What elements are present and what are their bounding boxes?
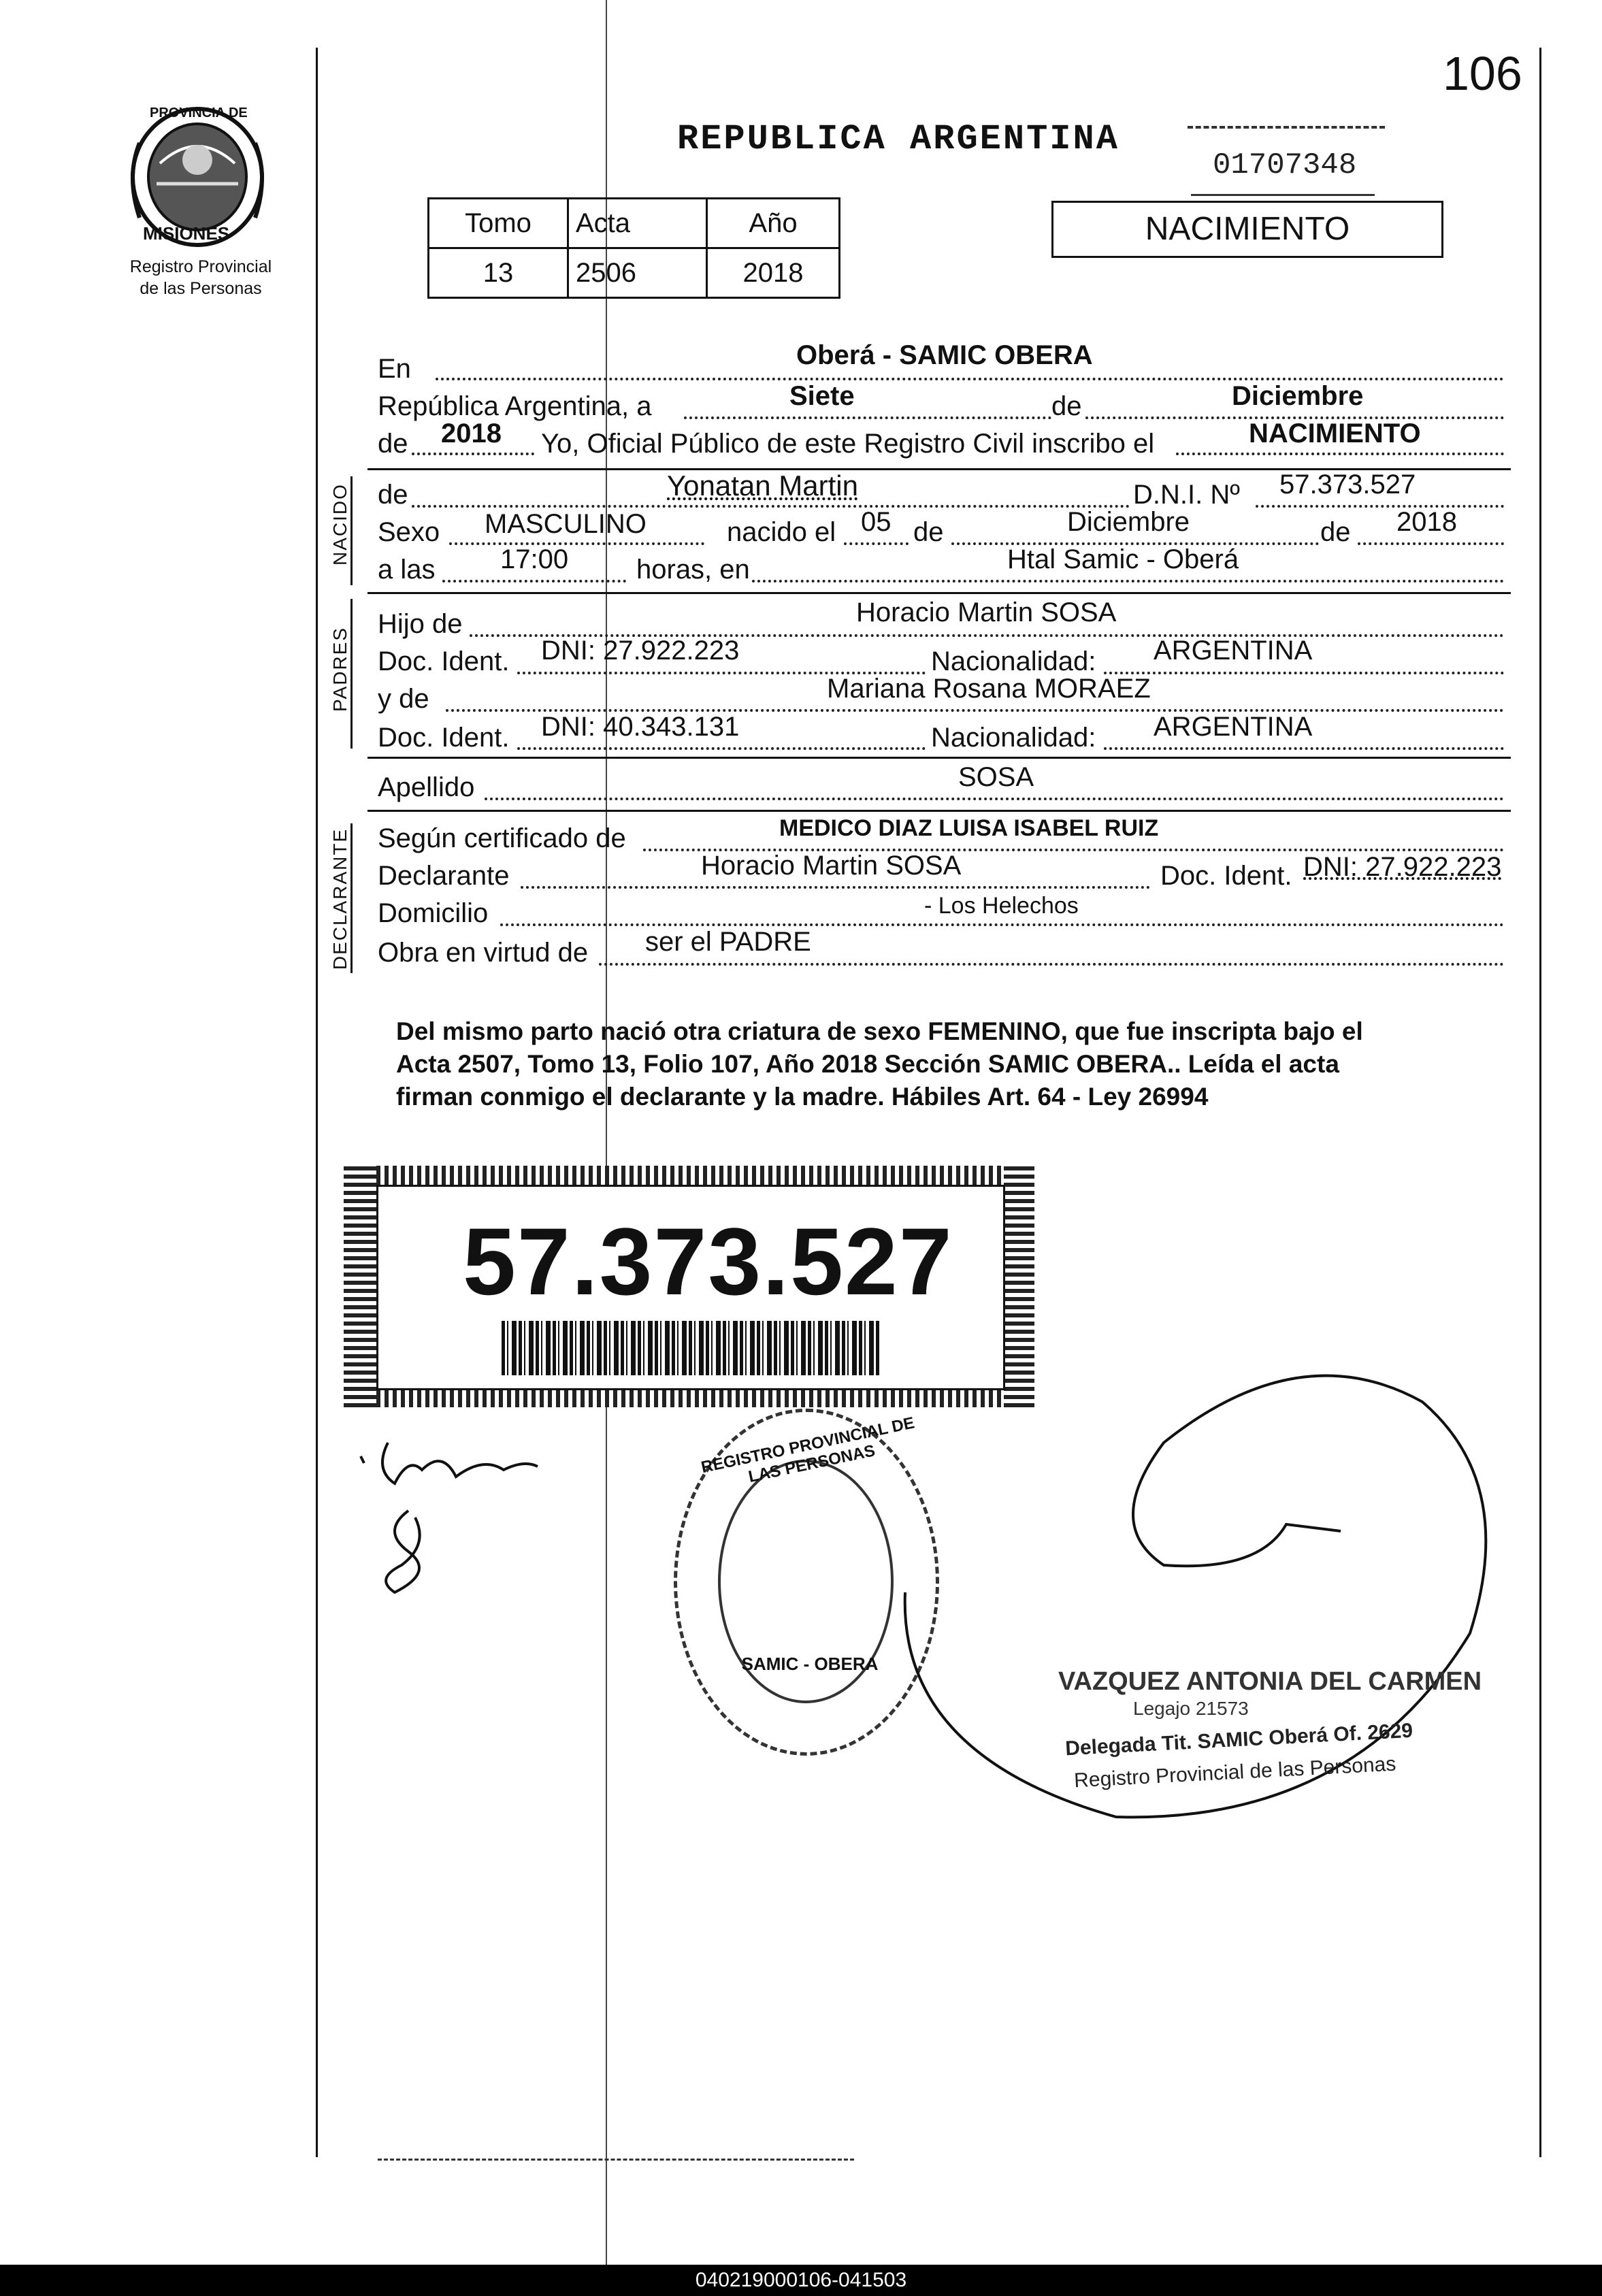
horas-label: horas, en: [636, 555, 750, 585]
year-de-label: de: [378, 429, 408, 459]
section-rule-3: [367, 757, 1511, 759]
birth-year: 2018: [1396, 507, 1457, 537]
official-office: Delegada Tit. SAMIC Oberá Of. 2629: [1064, 1719, 1413, 1760]
footer-code: 040219000106-041503: [695, 2269, 907, 2291]
month-value: Diciembre: [1232, 381, 1364, 411]
yde-label: y de: [378, 684, 429, 714]
father-name: Horacio Martin SOSA: [856, 597, 1117, 627]
inscribe-value: NACIMIENTO: [1249, 419, 1421, 448]
nacido-el-label: nacido el: [727, 517, 836, 547]
page-number: 106: [1443, 47, 1522, 100]
mother-nat-dots: [1104, 747, 1504, 750]
declarante-label: Declarante: [378, 861, 510, 891]
official-name: VAZQUEZ ANTONIA DEL CARMEN: [1058, 1667, 1482, 1696]
dni-dots: [1256, 505, 1504, 508]
certificado-value: MEDICO DIAZ LUISA ISABEL RUIZ: [779, 815, 1159, 841]
day-dots: [684, 416, 1051, 419]
value-tomo: 13: [429, 248, 568, 298]
father-nat-dots: [1104, 672, 1504, 674]
right-border: [1539, 48, 1541, 2157]
padres-section-label: PADRES: [329, 626, 350, 712]
domicilio-value: - Los Helechos: [924, 893, 1079, 919]
place-dots: [752, 580, 1504, 583]
left-border: [316, 48, 318, 2157]
obra-label: Obra en virtud de: [378, 938, 589, 968]
father-nat: ARGENTINA: [1154, 636, 1313, 666]
mother-doc-label: Doc. Ident.: [378, 723, 510, 753]
serial-number: 01707348: [1213, 148, 1357, 182]
birth-year-dots: [1358, 542, 1504, 545]
country-title: REPUBLICA ARGENTINA: [677, 119, 1119, 159]
mother-nat: ARGENTINA: [1154, 712, 1313, 742]
note-line-3: firman conmigo el declarante y la madre. Hábiles Art. 64 - Ley 26994: [396, 1083, 1209, 1111]
birth-place: Htal Samic - Oberá: [1007, 544, 1239, 574]
nacido-de-label: de: [378, 480, 408, 510]
day-value: Siete: [789, 381, 855, 411]
father-doc: DNI: 27.922.223: [541, 636, 740, 666]
official-registry: Registro Provincial de las Personas: [1073, 1752, 1397, 1792]
obra-value: ser el PADRE: [645, 927, 811, 957]
fold-line: [606, 0, 607, 2266]
value-ano: 2018: [707, 248, 840, 298]
birth-day: 05: [861, 507, 892, 537]
mother-name: Mariana Rosana MORAEZ: [827, 674, 1151, 704]
domicilio-dots: [500, 923, 1504, 926]
seal-text-top: REGISTRO PROVINCIAL DE LAS PERSONAS: [699, 1413, 917, 1487]
declarante-value: Horacio Martin SOSA: [701, 851, 962, 881]
note-line-1: Del mismo parto nació otra criatura de sexo FEMENINO, que fue inscripta bajo el: [396, 1017, 1363, 1045]
inscribe-dots: [1176, 453, 1504, 455]
header-ano: Año: [707, 199, 840, 248]
note-line-2: Acta 2507, Tomo 13, Folio 107, Año 2018 Sección SAMIC OBERA.. Leída el acta: [396, 1050, 1339, 1078]
section-rule-4: [367, 810, 1511, 812]
apellido-value: SOSA: [958, 762, 1034, 792]
value-acta: 2506: [568, 248, 707, 298]
declarante-doc-label: Doc. Ident.: [1160, 861, 1292, 891]
registry-name-line1: Registro Provincial: [129, 257, 272, 276]
oficial-text: Yo, Oficial Público de este Registro Civil inscribo el: [541, 429, 1155, 459]
registry-name-line2: de las Personas: [140, 279, 262, 298]
month-de-label: de: [1051, 391, 1082, 421]
sticker-number: 57.373.527: [463, 1208, 953, 1315]
child-name: Yonatan Martin: [667, 470, 858, 502]
republica-label: República Argentina, a: [378, 391, 652, 421]
child-dni: 57.373.527: [1279, 470, 1416, 499]
mother-nat-label: Nacionalidad:: [931, 723, 1096, 753]
apellido-label: Apellido: [378, 772, 475, 802]
hijo-label: Hijo de: [378, 609, 463, 639]
birth-month: Diciembre: [1067, 507, 1190, 537]
year-value: 2018: [441, 419, 502, 448]
declarante-dots: [521, 886, 1150, 889]
father-doc-label: Doc. Ident.: [378, 646, 510, 676]
mother-doc-dots: [517, 747, 926, 750]
serial-underline-top: [1188, 126, 1385, 129]
dni-label: D.N.I. Nº: [1133, 480, 1240, 510]
volume-table: [427, 197, 840, 299]
logo-top-text: PROVINCIA DE: [150, 105, 248, 120]
seal-text-bottom: SAMIC - OBERA: [741, 1654, 879, 1674]
sexo-value: MASCULINO: [485, 509, 647, 539]
birth-de-label-2: de: [1320, 517, 1351, 547]
sexo-label: Sexo: [378, 517, 440, 547]
alas-label: a las: [378, 555, 436, 585]
sticker-barcode: [502, 1321, 879, 1375]
birth-time: 17:00: [500, 544, 569, 574]
header-acta: Acta: [568, 199, 707, 248]
signature-1: [347, 1429, 544, 1490]
section-rule-2: [367, 592, 1511, 594]
birth-day-dots: [844, 542, 909, 545]
nacido-section-label: NACIDO: [329, 483, 350, 565]
document-type: NACIMIENTO: [1145, 211, 1350, 247]
sticker-left-border: [344, 1166, 376, 1407]
bottom-dashed-line: [378, 2159, 854, 2161]
en-dots: [436, 378, 1504, 380]
document-type-box: [1051, 201, 1443, 258]
name-dots: [412, 505, 1130, 508]
declarante-doc: DNI: 27.922.223: [1303, 852, 1502, 882]
en-label: En: [378, 354, 411, 384]
sticker-top-border: [344, 1166, 1034, 1185]
obra-dots: [599, 963, 1504, 966]
certificado-label: Según certificado de: [378, 823, 626, 853]
en-value: Oberá - SAMIC OBERA: [796, 340, 1093, 370]
apellido-dots: [485, 798, 1504, 800]
serial-underline-bottom: [1191, 194, 1375, 196]
signature-2: [367, 1504, 449, 1606]
time-dots: [442, 580, 626, 583]
header-tomo: Tomo: [429, 199, 568, 248]
logo-bottom-text: MISIONES: [143, 223, 230, 244]
mother-doc: DNI: 40.343.131: [541, 712, 740, 742]
official-legajo: Legajo 21573: [1133, 1698, 1249, 1719]
sexo-dots: [449, 542, 704, 545]
domicilio-label: Domicilio: [378, 898, 489, 928]
father-nat-label: Nacionalidad:: [931, 646, 1096, 676]
year-dots: [412, 453, 534, 455]
declarante-section-label: DECLARANTE: [329, 827, 350, 970]
birth-de-label: de: [913, 517, 944, 547]
